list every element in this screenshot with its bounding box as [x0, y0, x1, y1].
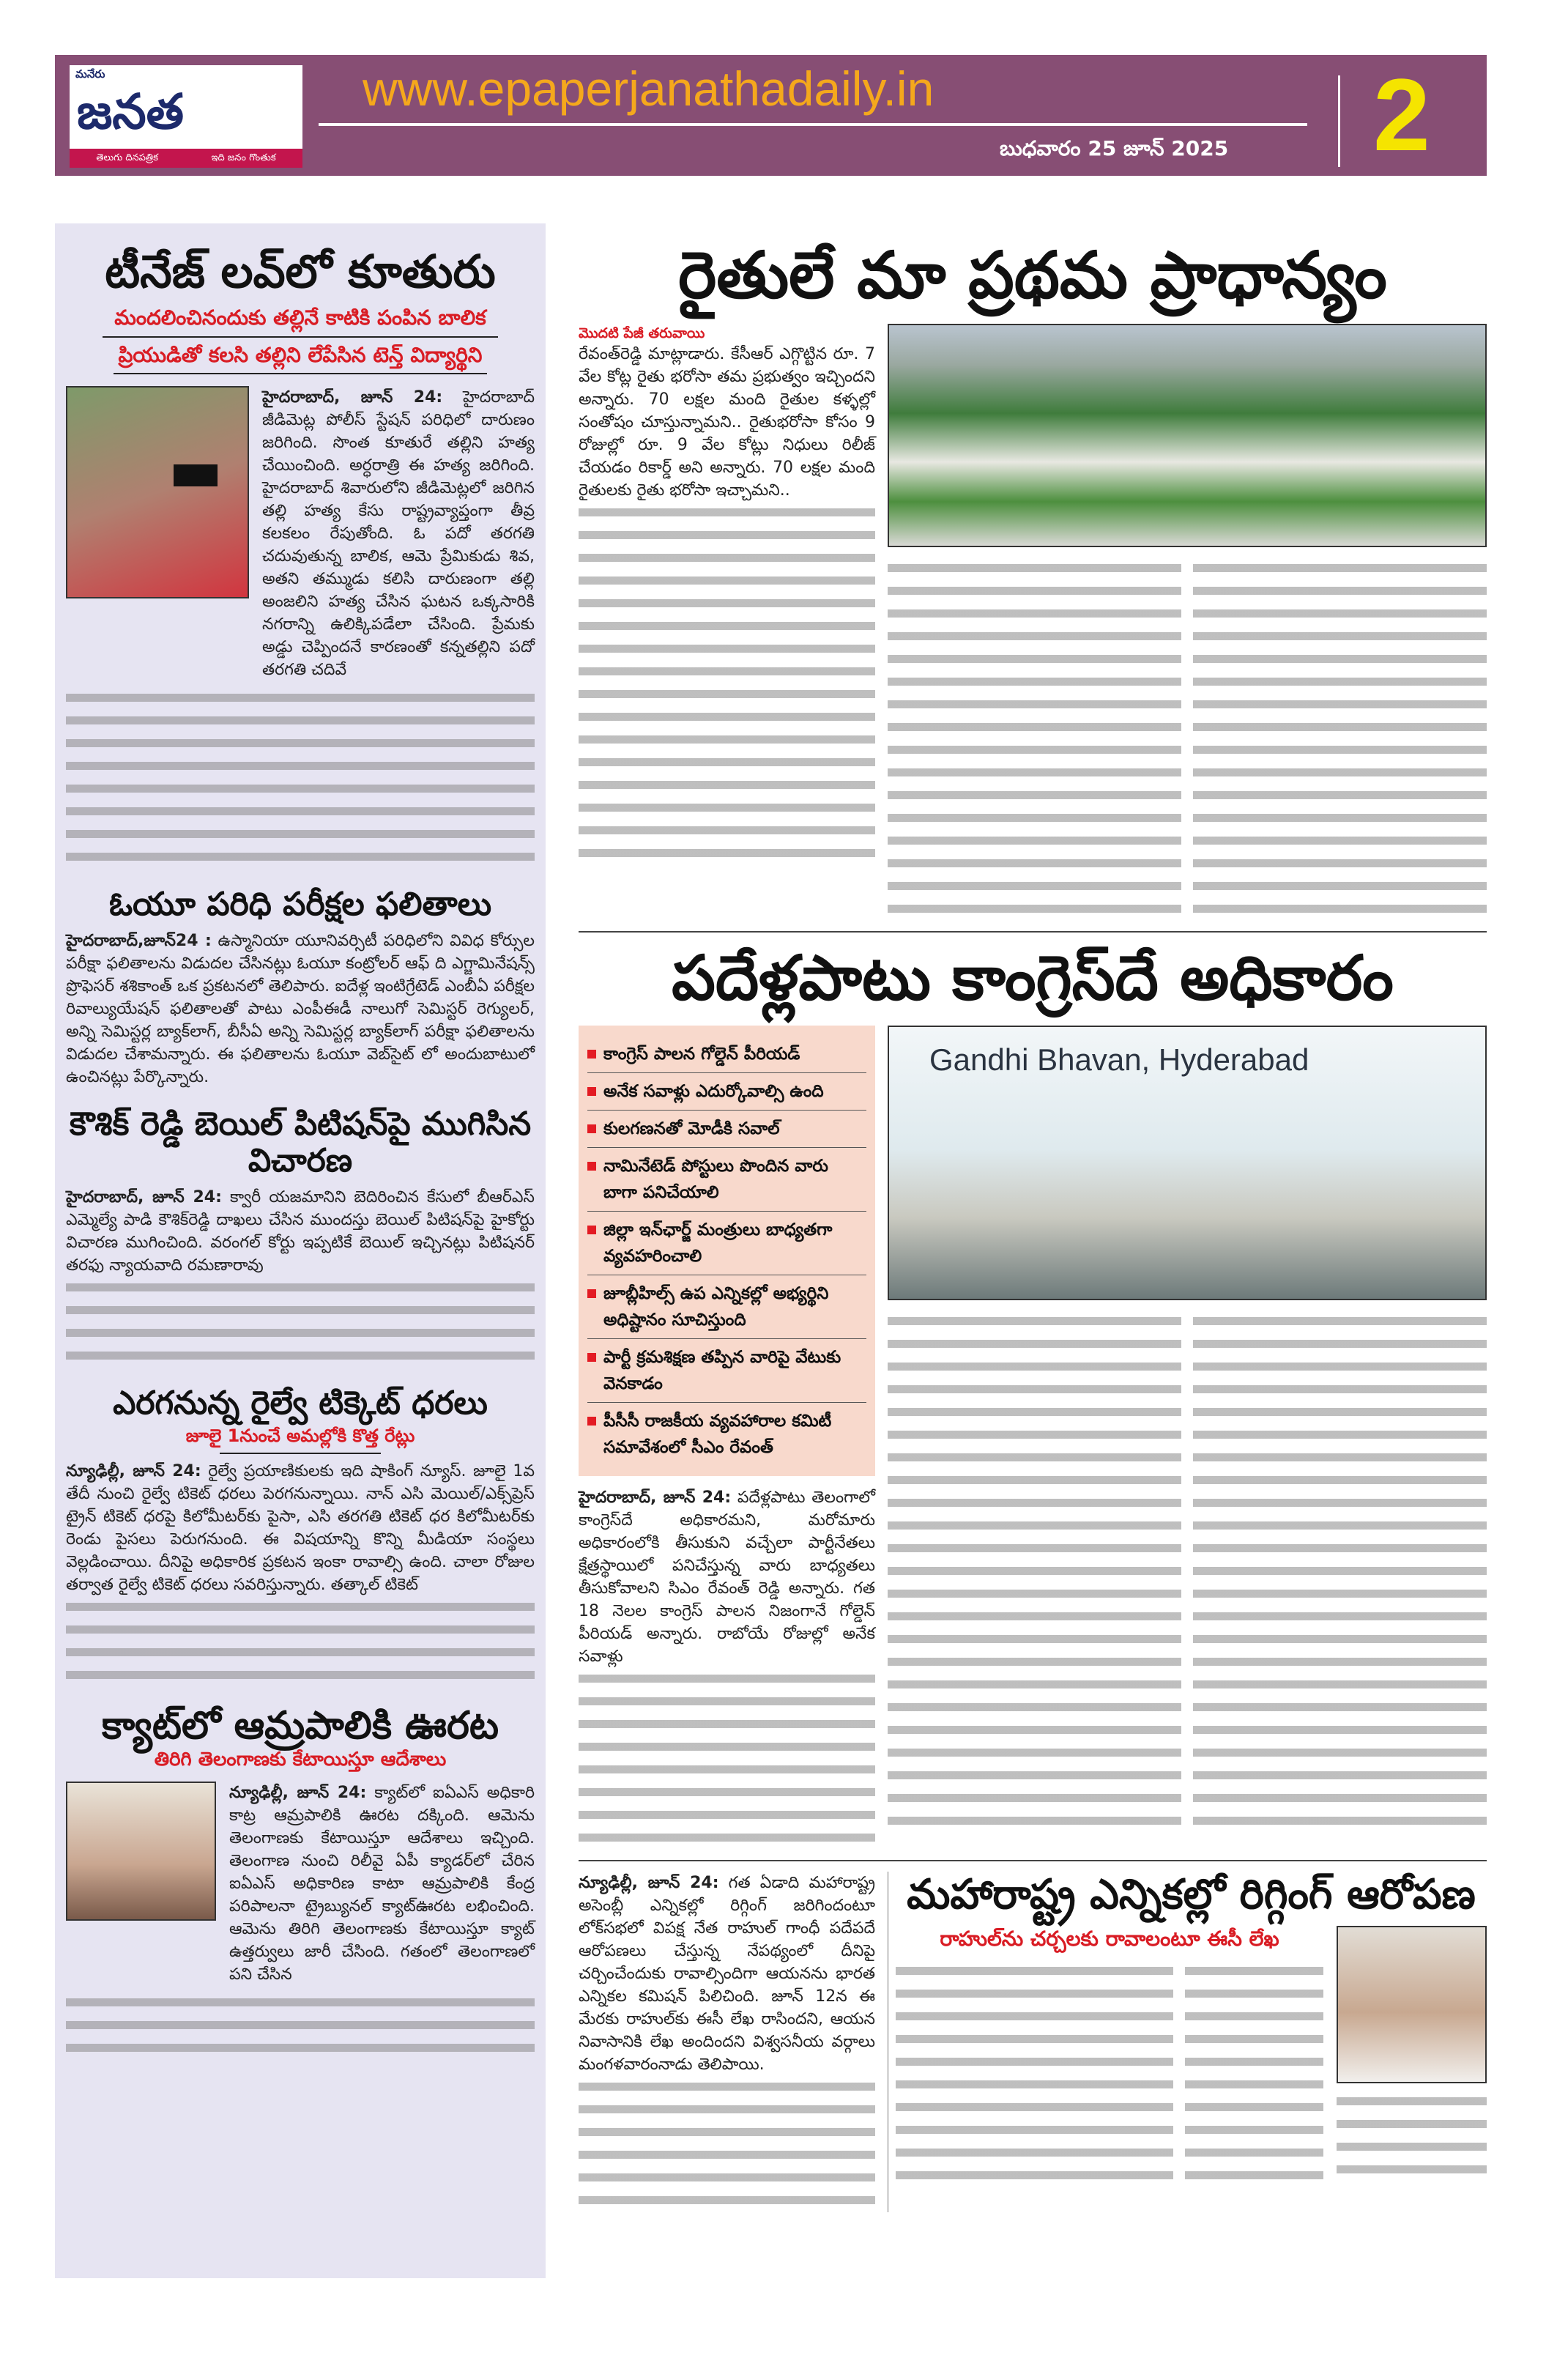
- maharashtra-story: [579, 1872, 1487, 2212]
- logo-name: జనత: [77, 84, 184, 140]
- article-text: పదేళ్లపాటు తెలంగాలో కాంగ్రెస్‌దే అధికారమని, మరోమారు అధికారంలోకి తీసుకుని వచ్చేలా పార్టీనేతలు క్షేత్రస్థాయిలో పనిచేస్తున్న వారు బాధ్యతలు తీసుకోవాలని సిఎం రేవంత్ రెడ్డి అన్నారు. గత 18 నెలల కాంగ్రెస్ పాలన నిజంగానే గోల్డెన్ పీరియడ్ అన్నారు. రాబోయే రోజుల్లో అనేక సవాళ్లు: [579, 1488, 876, 1666]
- congress-article-body: [579, 1486, 875, 1668]
- photo-backdrop-text: Gandhi Bhavan, Hyderabad: [929, 1042, 1309, 1077]
- headline: ఓయూ పరిధి పరీక్షల ఫలితాలు: [108, 886, 492, 924]
- bullet-square-icon: [587, 1417, 596, 1426]
- right-region: [579, 223, 1487, 2212]
- lead-text-col3: [1193, 557, 1487, 921]
- lead-col-1: [579, 324, 875, 921]
- highlight-item: నామినేటెడ్ పోస్టులు పొందిన వారు బాగా పనిచేయాలి: [587, 1148, 866, 1212]
- story-ou-results: [66, 886, 535, 1089]
- highlight-item: అనేక సవాళ్లు ఎదుర్కోవాల్సి ఉంది: [587, 1073, 866, 1111]
- lead-story: [579, 324, 1487, 921]
- maharashtra-subheadline: రాహుల్‌ను చర్చలకు రావాలంటూ ఈసీ లేఖ: [940, 1927, 1279, 1951]
- article-text: హైదరాబాద్ జీడిమెట్ల పోలీస్ స్టేషన్ పరిధిలో దారుణం జరిగింది. సొంత కూతురే తల్లిని హత్య చేయించింది. అర్ధరాత్రి ఈ హత్య జరిగింది. హైదరాబాద్ శివారులోని జీడిమెట్లలో జరిగిన తల్లి హత్య కేసు రాష్ట్రవ్యాప్తంగా తీవ్ర కలకలం రేపుతోంది. ఓ పదో తరగతి చదువుతున్న బాలిక, ఆమె ప్రేమికుడు శివ, అతని తమ్ముడు కలిసి దారుణంగా తల్లి అంజలిని హత్య చేసిన ఘటన ఒక్కసారికి నగరాన్ని ఉలిక్కిపడేలా చేసింది. ప్రేమకు అడ్డు చెప్పిందనే కారణంతో కన్నతల్లిని పదో తరగతి చదివే: [262, 388, 535, 680]
- maharashtra-col-1: [579, 1872, 875, 2212]
- article-text-continued: [66, 1277, 535, 1368]
- maharashtra-text-col2: [896, 1960, 1173, 2187]
- photo-gandhi-bhavan: [888, 1026, 1487, 1300]
- logo-tag-left: తెలుగు దినపత్రిక: [96, 152, 158, 163]
- photo-rahul-gandhi: [1337, 1926, 1487, 2083]
- masthead-vertical-divider: [1338, 75, 1340, 167]
- article-text: రైల్వే ప్రయాణికులకు ఇది షాకింగ్ న్యూస్. జూలై 1వ తేదీ నుంచి రైల్వే టికెట్ ధరలు పెరగనున్నాయి. నాన్ ఎసి మెయిల్/ఎక్స్‌ప్రెస్ ట్రైన్ టికెట్ ధరపై కిలోమీటర్‌కు పైసా, ఎసి తరగతి టికెట్ ధర కిలోమీటర్‌కు రెండు పైసలు పెరుగనుంది. ఈ విషయాన్ని కొన్ని మీడియా సంస్థలు వెల్లడించాయి. దీనిపై అధికారిక ప్రకటన ఇంకా రావాల్సి ఉంది. చాలా రోజుల తర్వాత రైల్వే టికెట్ ధరలు సవరిస్తున్నారు. తత్కాల్ టికెట్: [66, 1461, 535, 1594]
- highlight-item: కులగణనతో మోడీకి సవాల్: [587, 1111, 866, 1148]
- article-body: [262, 386, 535, 681]
- bullet-square-icon: [587, 1353, 596, 1362]
- dateline: హైదరాబాద్,జూన్24 :: [66, 931, 212, 950]
- photo-farmers-gathering: [888, 324, 1487, 547]
- lead-col-2: [888, 324, 1487, 921]
- blur-bar: [174, 464, 218, 486]
- dateline: హైదరాబాద్, జూన్ 24:: [66, 1187, 222, 1206]
- article-text: క్వారీ యజమానిని బెదిరించిన కేసులో బీఆర్ఎస్ ఎమ్మెల్యే పాడి కౌశిక్‌రెడ్డి దాఖలు చేసిన ముందస్తు బెయిల్ పిటిషన్‌పై హైకోర్టు విచారణ ముగించింది. వరంగల్ కోర్టు ఇప్పటికే బెయిల్ ఇచ్చినట్లు పిటిషనర్ తరఫు న్యాయవాది రమణారావు: [66, 1187, 535, 1275]
- congress-col-1: [579, 1026, 875, 1850]
- highlight-item: పీసీసీ రాజకీయ వ్యవహారాల కమిటీ సమావేశంలో సీఎం రేవంత్: [587, 1403, 866, 1466]
- subheadline: తిరిగి తెలంగాణకు కేటాయిస్తూ ఆదేశాలు: [154, 1749, 447, 1771]
- headline: టీనేజ్ లవ్‌లో కూతురు: [105, 245, 496, 298]
- congress-headline: పదేళ్లపాటు కాంగ్రెస్‌దే అధికారం: [672, 942, 1394, 1015]
- jump-label: మొదటి పేజీ తరువాయి: [579, 325, 705, 342]
- newspaper-logo: [70, 65, 302, 168]
- congress-col-2: [888, 1026, 1487, 1850]
- left-column: [55, 223, 546, 2278]
- article-body: [229, 1782, 535, 1986]
- congress-story: [579, 1026, 1487, 1850]
- story-kaushik-reddy: [66, 1106, 535, 1368]
- bullet-square-icon: [587, 1050, 596, 1059]
- highlight-item: పార్టీ క్రమశిక్షణ తప్పిన వారిపై వేటుకు వెనకాడం: [587, 1339, 866, 1403]
- article-text-continued: [66, 1992, 535, 2060]
- congress-text-col2: [888, 1311, 1181, 1833]
- headline: క్యాట్‌లో ఆమ్రపాలికి ఊరట: [101, 1703, 499, 1748]
- maharashtra-col-2: [888, 1872, 1487, 2212]
- bullet-square-icon: [587, 1087, 596, 1096]
- article-text: ఉస్మానియా యూనివర్సిటీ పరిధిలోని వివిధ కోర్సుల పరీక్షా ఫలితాలను విడుదల చేసినట్లు ఓయూ కంట్రోలర్ ఆఫ్ ది ఎగ్జామినేషన్స్ ప్రొఫెసర్ శశికాంత్ ఒక ప్రకటనలో తెలిపారు. ఐదేళ్ల ఇంటిగ్రేటెడ్ ఎంబీఏ పరీక్షల రివాల్యుయేషన్ ఫలితాలతో పాటు ఎంపీఈడీ నాలుగో సెమిస్టర్ రెగ్యులర్, అన్ని సెమిస్టర్ల బ్యాక్‌లాగ్, బీసీఏ అన్ని సెమిస్టర్ల బ్యాక్‌లాగ్ పరీక్షా ఫలితాలను విడుదల చేశామన్నారు. ఈ ఫలితాలను ఓయూ వెబ్‌సైట్ లో అందుబాటులో ఉంచినట్లు పేర్కొన్నారు.: [66, 931, 535, 1086]
- dateline: హైదరాబాద్, జూన్ 24:: [262, 388, 443, 407]
- headline: కౌశిక్ రెడ్డి బెయిల్ పిటిషన్‌పై ముగిసిన విచారణ: [69, 1105, 532, 1180]
- maharashtra-text-col3b: [1337, 2091, 1487, 2181]
- logo-tag-right: ఇది జనం గొంతుక: [211, 152, 276, 163]
- photo-teen-couple: [66, 386, 249, 598]
- dateline: న్యూఢిల్లీ, జూన్ 24:: [229, 1784, 367, 1803]
- article-text: రేవంత్‌రెడ్డి మాట్లాడారు. కేసీఆర్ ఎగ్గొట్టిన రూ. 7 వేల కోట్ల రైతు భరోసా తమ ప్రభుత్వం ఇచ్చిందని అన్నారు. 70 లక్షల మంది రైతుల కళ్ళల్లో సంతోషం చూస్తున్నామని.. రైతుభరోసా కోసం 9 రోజుల్లో రూ. 9 వేల కోట్లు నిధులు రిలీజ్ చేయడం రికార్డ్ అని అన్నారు. 70 లక్షల మంది రైతులకు రైతు భరోసా ఇచ్చామని..: [579, 345, 875, 500]
- congress-text-continued: [579, 1668, 875, 1850]
- website-url[interactable]: www.epaperjanathadaily.in: [363, 62, 934, 116]
- bullet-square-icon: [587, 1124, 596, 1133]
- logo-tagline: [70, 149, 302, 168]
- lead-text-continued: [579, 502, 875, 865]
- highlight-item: జిల్లా ఇన్‌ఛార్జ్ మంత్రులు బాధ్యతగా వ్యవహరించాలి: [587, 1212, 866, 1275]
- bullet-square-icon: [587, 1162, 596, 1171]
- section-divider: [579, 1860, 1487, 1861]
- maharashtra-article-body: [579, 1872, 875, 2076]
- page-number: 2: [1373, 57, 1430, 172]
- maharashtra-text-continued: [579, 2076, 875, 2212]
- subheadline: ప్రియుడితో కలసి తల్లిని లేపేసిన టెన్త్ విద్యార్థిని: [118, 342, 483, 367]
- section-divider: [579, 931, 1487, 933]
- lead-text-col2: [888, 557, 1181, 921]
- article-text-continued: [66, 1596, 535, 1687]
- subheadline: జూలై 1నుంచే అమల్లోకి కొత్త రేట్లు: [185, 1426, 415, 1447]
- article-text: క్యాట్‌లో ఐఏఎస్ అధికారి కాట్ర ఆమ్రపాలికి ఊరట దక్కింది. ఆమెను తెలంగాణకు కేటాయిస్తూ ఆదేశాలు ఇచ్చింది. తెలంగాణ నుంచి రిలీవై ఏపీ క్యాడర్‌లో చేరిన ఐఏఎస్ అధికారిణ కాటా ఆమ్రపాలికి కేంద్ర పరిపాలనా ట్రైబ్యునల్ క్యాట్‌ఊరట లభించింది. ఆమెను తిరిగి తెలంగాణకు కేటాయిస్తూ క్యాట్ ఉత్తర్వులు జారీ చేసింది. గతంలో తెలంగాణలో పని చేసిన: [229, 1784, 535, 1984]
- headline: ఎరగనున్న రైల్వే టిక్కెట్ ధరలు: [113, 1384, 488, 1422]
- maharashtra-text-col3a: [1185, 1960, 1323, 2187]
- dateline: న్యూఢిల్లీ, జూన్ 24:: [66, 1461, 201, 1480]
- bullet-square-icon: [587, 1289, 596, 1298]
- dateline: హైదరాబాద్, జూన్ 24:: [579, 1488, 732, 1507]
- story-teenage-love: [66, 245, 535, 869]
- article-text: గత ఏడాది మహారాష్ట్ర అసెంబ్లీ ఎన్నికల్లో రిగ్గింగ్ జరిగిందంటూ లోక్‌సభలో విపక్ష నేత రాహుల్ గాంధీ పదేపదే ఆరోపణలు చేస్తున్న నేపథ్యంలో దీనిపై చర్చించేందుకు రావాల్సిందిగా ఆయనను భారత ఎన్నికల కమిషన్ పిలిచింది. జూన్ 12న ఈ మేరకు రాహుల్‌కు ఈసీ లేఖ రాసిందని, ఆయన నివాసానికి లేఖ అందిందని విశ్వసనీయ వర్గాలు మంగళవారంనాడు తెలిపాయి.: [579, 1873, 875, 2074]
- story-railway-fares: [66, 1385, 535, 1687]
- lead-headline: రైతులే మా ప్రథమ ప్రాధాన్యం: [678, 237, 1387, 313]
- dateline: న్యూఢిల్లీ, జూన్ 24:: [579, 1873, 719, 1892]
- bullet-square-icon: [587, 1226, 596, 1234]
- highlight-item: జూబ్లీహిల్స్ ఉప ఎన్నికల్లో అభ్యర్థిని అధిష్టానం సూచిస్తుంది: [587, 1275, 866, 1339]
- photo-amrapali: [66, 1782, 216, 1921]
- masthead-divider: [319, 123, 1307, 126]
- congress-text-col3: [1193, 1311, 1487, 1833]
- maharashtra-headline: మహారాష్ట్ర ఎన్నికల్లో రిగ్గింగ్ ఆరోపణ: [907, 1870, 1476, 1919]
- highlights-box: [579, 1026, 875, 1476]
- logo-prefix: మనేరు: [75, 67, 105, 81]
- masthead: [55, 55, 1487, 176]
- subheadline: మందలించినందుకు తల్లినే కాటికి పంపిన బాలిక: [114, 305, 486, 330]
- lead-article-body: [579, 343, 875, 502]
- article-text-continued: [66, 687, 535, 869]
- highlight-item: కాంగ్రెస్ పాలన గోల్డెన్ పీరియడ్: [587, 1036, 866, 1073]
- story-amrapali: [66, 1705, 535, 2061]
- issue-date: బుధవారం 25 జూన్ 2025: [1000, 136, 1229, 160]
